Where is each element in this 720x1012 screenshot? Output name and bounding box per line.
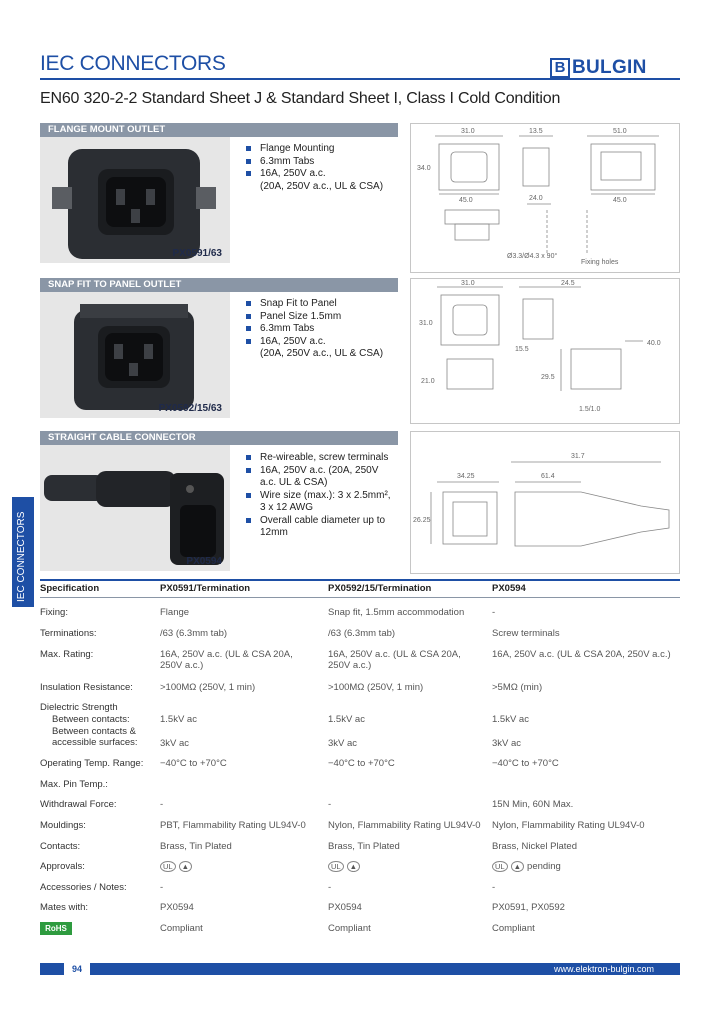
row-value: - bbox=[492, 882, 496, 893]
feature-list-cable bbox=[246, 452, 391, 540]
table-header-px0592: PX0592/15/Termination bbox=[328, 583, 432, 594]
side-tab bbox=[12, 497, 34, 607]
row-value: /63 (6.3mm tab) bbox=[160, 628, 228, 639]
list-item: a.c. UL & CSA) bbox=[260, 477, 328, 488]
ce-mark-icon: ▲ bbox=[347, 861, 360, 872]
ul-mark-icon: UL bbox=[492, 861, 508, 872]
row-value: /63 (6.3mm tab) bbox=[328, 628, 396, 639]
row-value: 3kV ac bbox=[492, 738, 522, 749]
row-value: >100MΩ (250V, 1 min) bbox=[160, 682, 256, 693]
cable-connector-icon bbox=[40, 445, 230, 571]
dim-label: 26.25 bbox=[413, 517, 431, 524]
page-title: IEC CONNECTORS bbox=[40, 52, 226, 75]
row-value: 16A, 250V a.c. (UL & CSA 20A, 250V a.c.) bbox=[160, 649, 293, 671]
row-value: PX0591, PX0592 bbox=[492, 902, 565, 913]
product-photo-px0591 bbox=[40, 137, 230, 263]
dim-label: 61.4 bbox=[541, 473, 555, 480]
row-label: Between contacts: bbox=[52, 714, 130, 725]
row-value: Screw terminals bbox=[492, 628, 560, 639]
logo-text: BULGIN bbox=[572, 57, 647, 78]
dim-label: 24.0 bbox=[529, 195, 543, 202]
list-item: 16A, 250V a.c. bbox=[246, 168, 383, 181]
feature-list-flange bbox=[246, 143, 383, 193]
product-photo-px0594 bbox=[40, 445, 230, 571]
row-label: Dielectric Strength bbox=[40, 702, 118, 713]
dim-label: 24.5 bbox=[561, 280, 575, 287]
row-label: Terminations: bbox=[40, 628, 97, 639]
list-item: Flange Mounting bbox=[246, 143, 383, 156]
row-value: - bbox=[492, 607, 496, 618]
row-label: Accessories / Notes: bbox=[40, 882, 127, 893]
section-heading-cable: STRAIGHT CABLE CONNECTOR bbox=[40, 431, 398, 445]
list-item: Snap Fit to Panel bbox=[246, 298, 383, 311]
row-value: −40°C to +70°C bbox=[328, 758, 395, 769]
row-value: −40°C to +70°C bbox=[160, 758, 227, 769]
row-value: PX0594 bbox=[328, 902, 362, 913]
page-number: 94 bbox=[64, 963, 90, 975]
dim-label: 31.7 bbox=[571, 453, 585, 460]
table-header-rule bbox=[40, 597, 680, 598]
ul-mark-icon: UL bbox=[160, 861, 176, 872]
dim-label: 31.0 bbox=[419, 320, 433, 327]
part-number-px0591: PX0591/63 bbox=[172, 248, 222, 259]
dim-label: Fixing holes bbox=[581, 259, 619, 266]
dim-label: 21.0 bbox=[421, 378, 435, 385]
table-top-rule bbox=[40, 579, 680, 581]
connector-outlet-icon bbox=[40, 292, 230, 418]
row-value: - bbox=[160, 799, 164, 810]
row-value: −40°C to +70°C bbox=[492, 758, 559, 769]
row-label: Contacts: bbox=[40, 841, 81, 852]
connector-outlet-icon bbox=[40, 137, 230, 263]
logo-b-icon: B bbox=[550, 58, 570, 78]
row-value: - bbox=[328, 799, 332, 810]
row-value: 3kV ac bbox=[328, 738, 358, 749]
footer-url[interactable]: www.elektron-bulgin.com bbox=[553, 964, 654, 974]
row-label: Mouldings: bbox=[40, 820, 86, 831]
ce-mark-icon: ▲ bbox=[511, 861, 524, 872]
row-value: 15N Min, 60N Max. bbox=[492, 799, 574, 810]
row-value: - bbox=[160, 882, 164, 893]
dim-label: 45.0 bbox=[613, 197, 627, 204]
technical-drawing-flange bbox=[410, 123, 680, 273]
dim-label: Ø3.3/Ø4.3 x 90° bbox=[507, 253, 558, 260]
technical-drawing-cable bbox=[410, 431, 680, 574]
row-label: Mates with: bbox=[40, 902, 89, 913]
dim-label: 45.0 bbox=[459, 197, 473, 204]
list-item: (20A, 250V a.c., UL & CSA) bbox=[260, 348, 384, 359]
row-value: 1.5kV ac bbox=[492, 714, 529, 725]
row-label: Max. Pin Temp.: bbox=[40, 779, 108, 790]
row-value: 1.5kV ac bbox=[160, 714, 197, 725]
row-label: Withdrawal Force: bbox=[40, 799, 117, 810]
row-value: Snap fit, 1.5mm accommodation bbox=[328, 607, 465, 618]
row-label: Max. Rating: bbox=[40, 649, 94, 660]
dim-label: 40.0 bbox=[647, 340, 661, 347]
bulgin-logo bbox=[550, 57, 647, 79]
row-value: Flange bbox=[160, 607, 190, 618]
table-header-specification: Specification bbox=[40, 583, 100, 594]
section-heading-flange: FLANGE MOUNT OUTLET bbox=[40, 123, 398, 137]
dim-label: 31.0 bbox=[461, 128, 475, 135]
dim-label: 13.5 bbox=[529, 128, 543, 135]
part-number-px0594: PX0594 bbox=[186, 556, 222, 567]
table-header-px0594: PX0594 bbox=[492, 583, 526, 594]
dim-label: 15.5 bbox=[515, 346, 529, 353]
row-value: - bbox=[328, 882, 332, 893]
row-value: 3kV ac bbox=[160, 738, 190, 749]
feature-list-snapfit bbox=[246, 298, 383, 361]
row-value: PBT, Flammability Rating UL94V-0 bbox=[160, 820, 306, 831]
row-value: Nylon, Flammability Rating UL94V-0 bbox=[492, 820, 645, 831]
section-heading-snapfit: SNAP FIT TO PANEL OUTLET bbox=[40, 278, 398, 292]
row-label: Insulation Resistance: bbox=[40, 682, 133, 693]
ul-mark-icon: UL bbox=[328, 861, 344, 872]
approval-status: pending bbox=[527, 861, 561, 872]
dim-label: 34.0 bbox=[417, 165, 431, 172]
row-value: PX0594 bbox=[160, 902, 194, 913]
dim-label: 34.25 bbox=[457, 473, 475, 480]
row-value: Compliant bbox=[160, 923, 203, 934]
rohs-badge: RoHS bbox=[40, 922, 72, 935]
row-value: >5MΩ (min) bbox=[492, 682, 543, 693]
part-number-px0592: PX0592/15/63 bbox=[158, 403, 222, 414]
row-value: 16A, 250V a.c. (UL & CSA 20A, 250V a.c.) bbox=[328, 649, 461, 671]
page-subtitle: EN60 320-2-2 Standard Sheet J & Standard Sheet I, Class I Cold Condition bbox=[40, 90, 561, 107]
approvals-marks bbox=[492, 861, 680, 872]
list-item: 6.3mm Tabs bbox=[246, 156, 383, 169]
list-item: Re-wireable, screw terminals bbox=[246, 452, 391, 465]
header-rule bbox=[40, 78, 680, 80]
ce-mark-icon: ▲ bbox=[179, 861, 192, 872]
product-photo-px0592 bbox=[40, 292, 230, 418]
row-value: Compliant bbox=[328, 923, 371, 934]
list-item: 12mm bbox=[260, 527, 288, 538]
row-value: Brass, Nickel Plated bbox=[492, 841, 578, 852]
row-value: Brass, Tin Plated bbox=[328, 841, 400, 852]
dim-label: 29.5 bbox=[541, 374, 555, 381]
row-value: 16A, 250V a.c. (UL & CSA 20A, 250V a.c.) bbox=[492, 649, 671, 660]
row-value: Brass, Tin Plated bbox=[160, 841, 232, 852]
technical-drawing-snapfit bbox=[410, 278, 680, 424]
dim-label: 51.0 bbox=[613, 128, 627, 135]
row-label: Between contacts & accessible surfaces: bbox=[52, 726, 138, 748]
table-header-px0591: PX0591/Termination bbox=[160, 583, 251, 594]
row-value: Compliant bbox=[492, 923, 535, 934]
dim-label: 31.0 bbox=[461, 280, 475, 287]
list-item: 6.3mm Tabs bbox=[246, 323, 383, 336]
row-value: >100MΩ (250V, 1 min) bbox=[328, 682, 424, 693]
approvals-marks bbox=[160, 861, 320, 872]
list-item: 3 x 12 AWG bbox=[260, 502, 313, 513]
list-item: (20A, 250V a.c., UL & CSA) bbox=[260, 180, 384, 192]
list-item: 16A, 250V a.c. bbox=[246, 336, 383, 349]
list-item: Panel Size 1.5mm bbox=[246, 311, 383, 324]
row-label: Approvals: bbox=[40, 861, 85, 872]
side-tab-label: IEC CONNECTORS bbox=[16, 511, 27, 602]
dim-label: 1.5/1.0 bbox=[579, 406, 601, 413]
row-label: Fixing: bbox=[40, 607, 68, 618]
list-item: 16A, 250V a.c. (20A, 250V bbox=[246, 465, 391, 478]
list-item: Wire size (max.): 3 x 2.5mm², bbox=[246, 490, 391, 503]
row-value: Nylon, Flammability Rating UL94V-0 bbox=[328, 820, 481, 831]
row-label: Operating Temp. Range: bbox=[40, 758, 144, 769]
approvals-marks bbox=[328, 861, 488, 872]
list-item: Overall cable diameter up to bbox=[246, 515, 391, 528]
row-value: 1.5kV ac bbox=[328, 714, 365, 725]
